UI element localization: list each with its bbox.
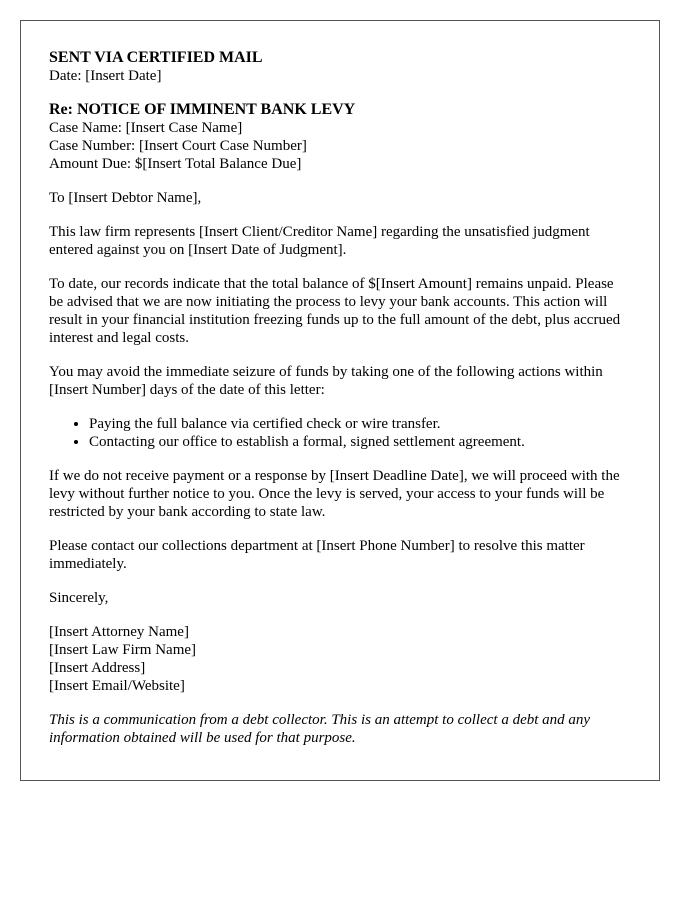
list-item: • Paying the full balance via certified check or wire transfer. <box>89 415 631 433</box>
debt-collector-disclaimer: This is a communication from a debt collector. This is an attempt to collect a debt and any information obtained will be used for that purpose. <box>49 712 591 746</box>
attorney-name: [Insert Attorney Name] <box>49 624 189 640</box>
amount-due: Amount Due: $[Insert Total Balance Due] <box>49 156 302 172</box>
case-name: Case Name: [Insert Case Name] <box>49 120 243 136</box>
paragraph-representation: This law firm represents [Insert Client/Creditor Name] regarding the unsatisfied judgment entered against you on [Insert Date of Judgment]. <box>49 224 590 258</box>
paragraph-balance: To date, our records indicate that the total balance of $[Insert Amount] remains unpaid. Please be advised that we are now initiating the process to levy your bank accounts. This action will result in your financial institution freezing funds up to the full amount of the debt, plus accrued interest and legal costs. <box>49 276 621 346</box>
list-item: • Contacting our office to establish a formal, signed settlement agreement. <box>89 433 631 451</box>
firm-address: [Insert Address] <box>49 660 146 676</box>
paragraph-deadline: If we do not receive payment or a response by [Insert Deadline Date], we will proceed with the levy without further notice to you. Once the levy is served, your access to your funds will be restricted by your bank according to state law. <box>49 468 620 520</box>
letter-date: Date: [Insert Date] <box>49 68 162 84</box>
law-firm-name: [Insert Law Firm Name] <box>49 642 197 658</box>
paragraph-contact: Please contact our collections department at [Insert Phone Number] to resolve this matter immediately. <box>49 538 585 572</box>
paragraph-options: You may avoid the immediate seizure of funds by taking one of the following actions within [Insert Number] days of the date of this letter: <box>49 364 603 398</box>
closing: Sincerely, <box>49 590 109 606</box>
salutation: To [Insert Debtor Name], <box>49 190 202 206</box>
firm-contact: [Insert Email/Website] <box>49 678 185 694</box>
letter <box>20 20 660 781</box>
action-list <box>49 415 631 451</box>
subject-block <box>49 101 631 173</box>
delivery-method: SENT VIA CERTIFIED MAIL <box>49 49 263 66</box>
case-number: Case Number: [Insert Court Case Number] <box>49 138 307 154</box>
subject-line: Re: NOTICE OF IMMINENT BANK LEVY <box>49 101 356 118</box>
delivery-header <box>49 49 631 85</box>
signature-block <box>49 623 631 695</box>
